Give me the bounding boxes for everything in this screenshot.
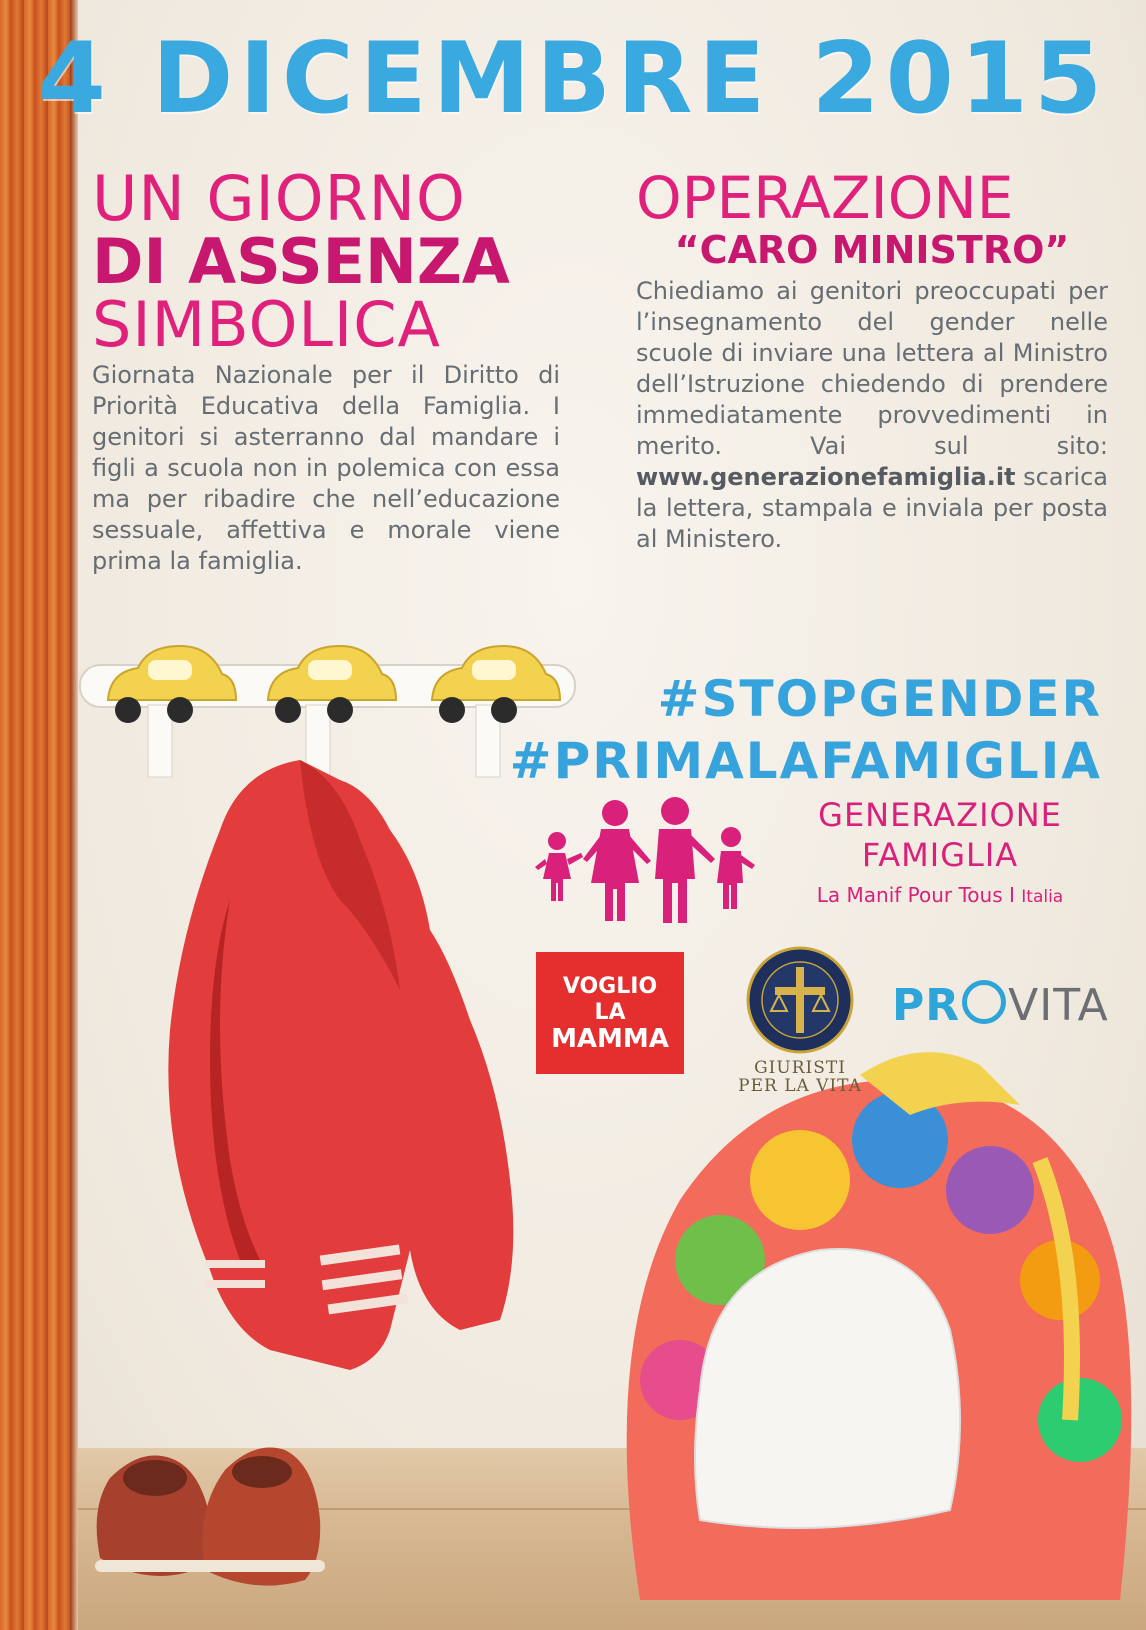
gf-country: Italia (1021, 887, 1064, 907)
gf-name-line1: GENERAZIONE (818, 796, 1062, 834)
left-paragraph: Giornata Nazionale per il Diritto di Priorità Educativa della Famiglia. I genitori si asterranno dal mandare i figli a scuola non in polemica con essa ma per ribadire che nell’educazione sessuale, affettiva e morale viene prima la famiglia. (92, 361, 560, 575)
backpack-illustration (627, 1052, 1132, 1600)
door-frame-edge (70, 0, 78, 1630)
gf-subtitle (775, 883, 1105, 907)
coat-hook-rail-illustration (80, 646, 575, 777)
provita-part1: PR (892, 980, 961, 1031)
left-heading-line3: SIMBOLICA (92, 288, 441, 361)
right-column (636, 164, 1108, 555)
hashtag-stopgender: #STOPGENDER (657, 670, 1102, 728)
seal-cross-scales-icon (745, 945, 855, 1055)
provita-part2: VITA (1008, 980, 1109, 1031)
right-paragraph (636, 276, 1108, 555)
right-heading-line1: OPERAZIONE (636, 164, 1014, 232)
gf-name-line2: FAMIGLIA (861, 836, 1019, 874)
provita-o-icon (962, 980, 1006, 1024)
right-heading-line2: “CARO MINISTRO” (674, 228, 1070, 272)
giuristi-per-la-vita-logo (730, 945, 870, 1105)
right-paragraph-intro: Chiediamo ai genitori preoccupati per l’insegnamento del gender nelle scuole di inviare una lettera al Ministro dell’Istruzione chiedendo di prendere immediatamente provvedimenti in merito. Vai sul sito: (636, 277, 1108, 460)
left-column (92, 162, 560, 577)
hashtag-primalafamiglia: #PRIMALAFAMIGLIA (509, 732, 1102, 790)
left-heading-line2: DI ASSENZA (92, 225, 510, 298)
gpv-line1: GIURISTI (754, 1058, 846, 1078)
red-jacket-illustration (168, 760, 513, 1370)
generazione-famiglia-text (775, 795, 1105, 907)
shoes-illustration (95, 1448, 325, 1586)
family-silhouette-icon (535, 795, 765, 925)
generazione-famiglia-logo (535, 795, 1105, 925)
voglio-la-mamma-logo (536, 952, 684, 1074)
provita-logo (892, 980, 1109, 1031)
vlm-line2: LA (594, 1000, 626, 1025)
left-heading-line1: UN GIORNO (92, 162, 466, 235)
gf-subtitle-text: La Manif Pour Tous I (816, 883, 1015, 907)
vlm-line1: VOGLIO (562, 974, 658, 999)
door-frame (0, 0, 70, 1630)
date-title: 4 DICEMBRE 2015 (37, 22, 1109, 136)
vlm-line3: MAMMA (551, 1024, 669, 1054)
right-paragraph-end: scarica la lettera, stampala e inviala per posta al Ministero. (636, 463, 1108, 553)
gpv-line2: PER LA VITA (738, 1076, 862, 1096)
website-link[interactable]: www.generazionefamiglia.it (636, 463, 1016, 491)
hashtags (510, 668, 1102, 792)
